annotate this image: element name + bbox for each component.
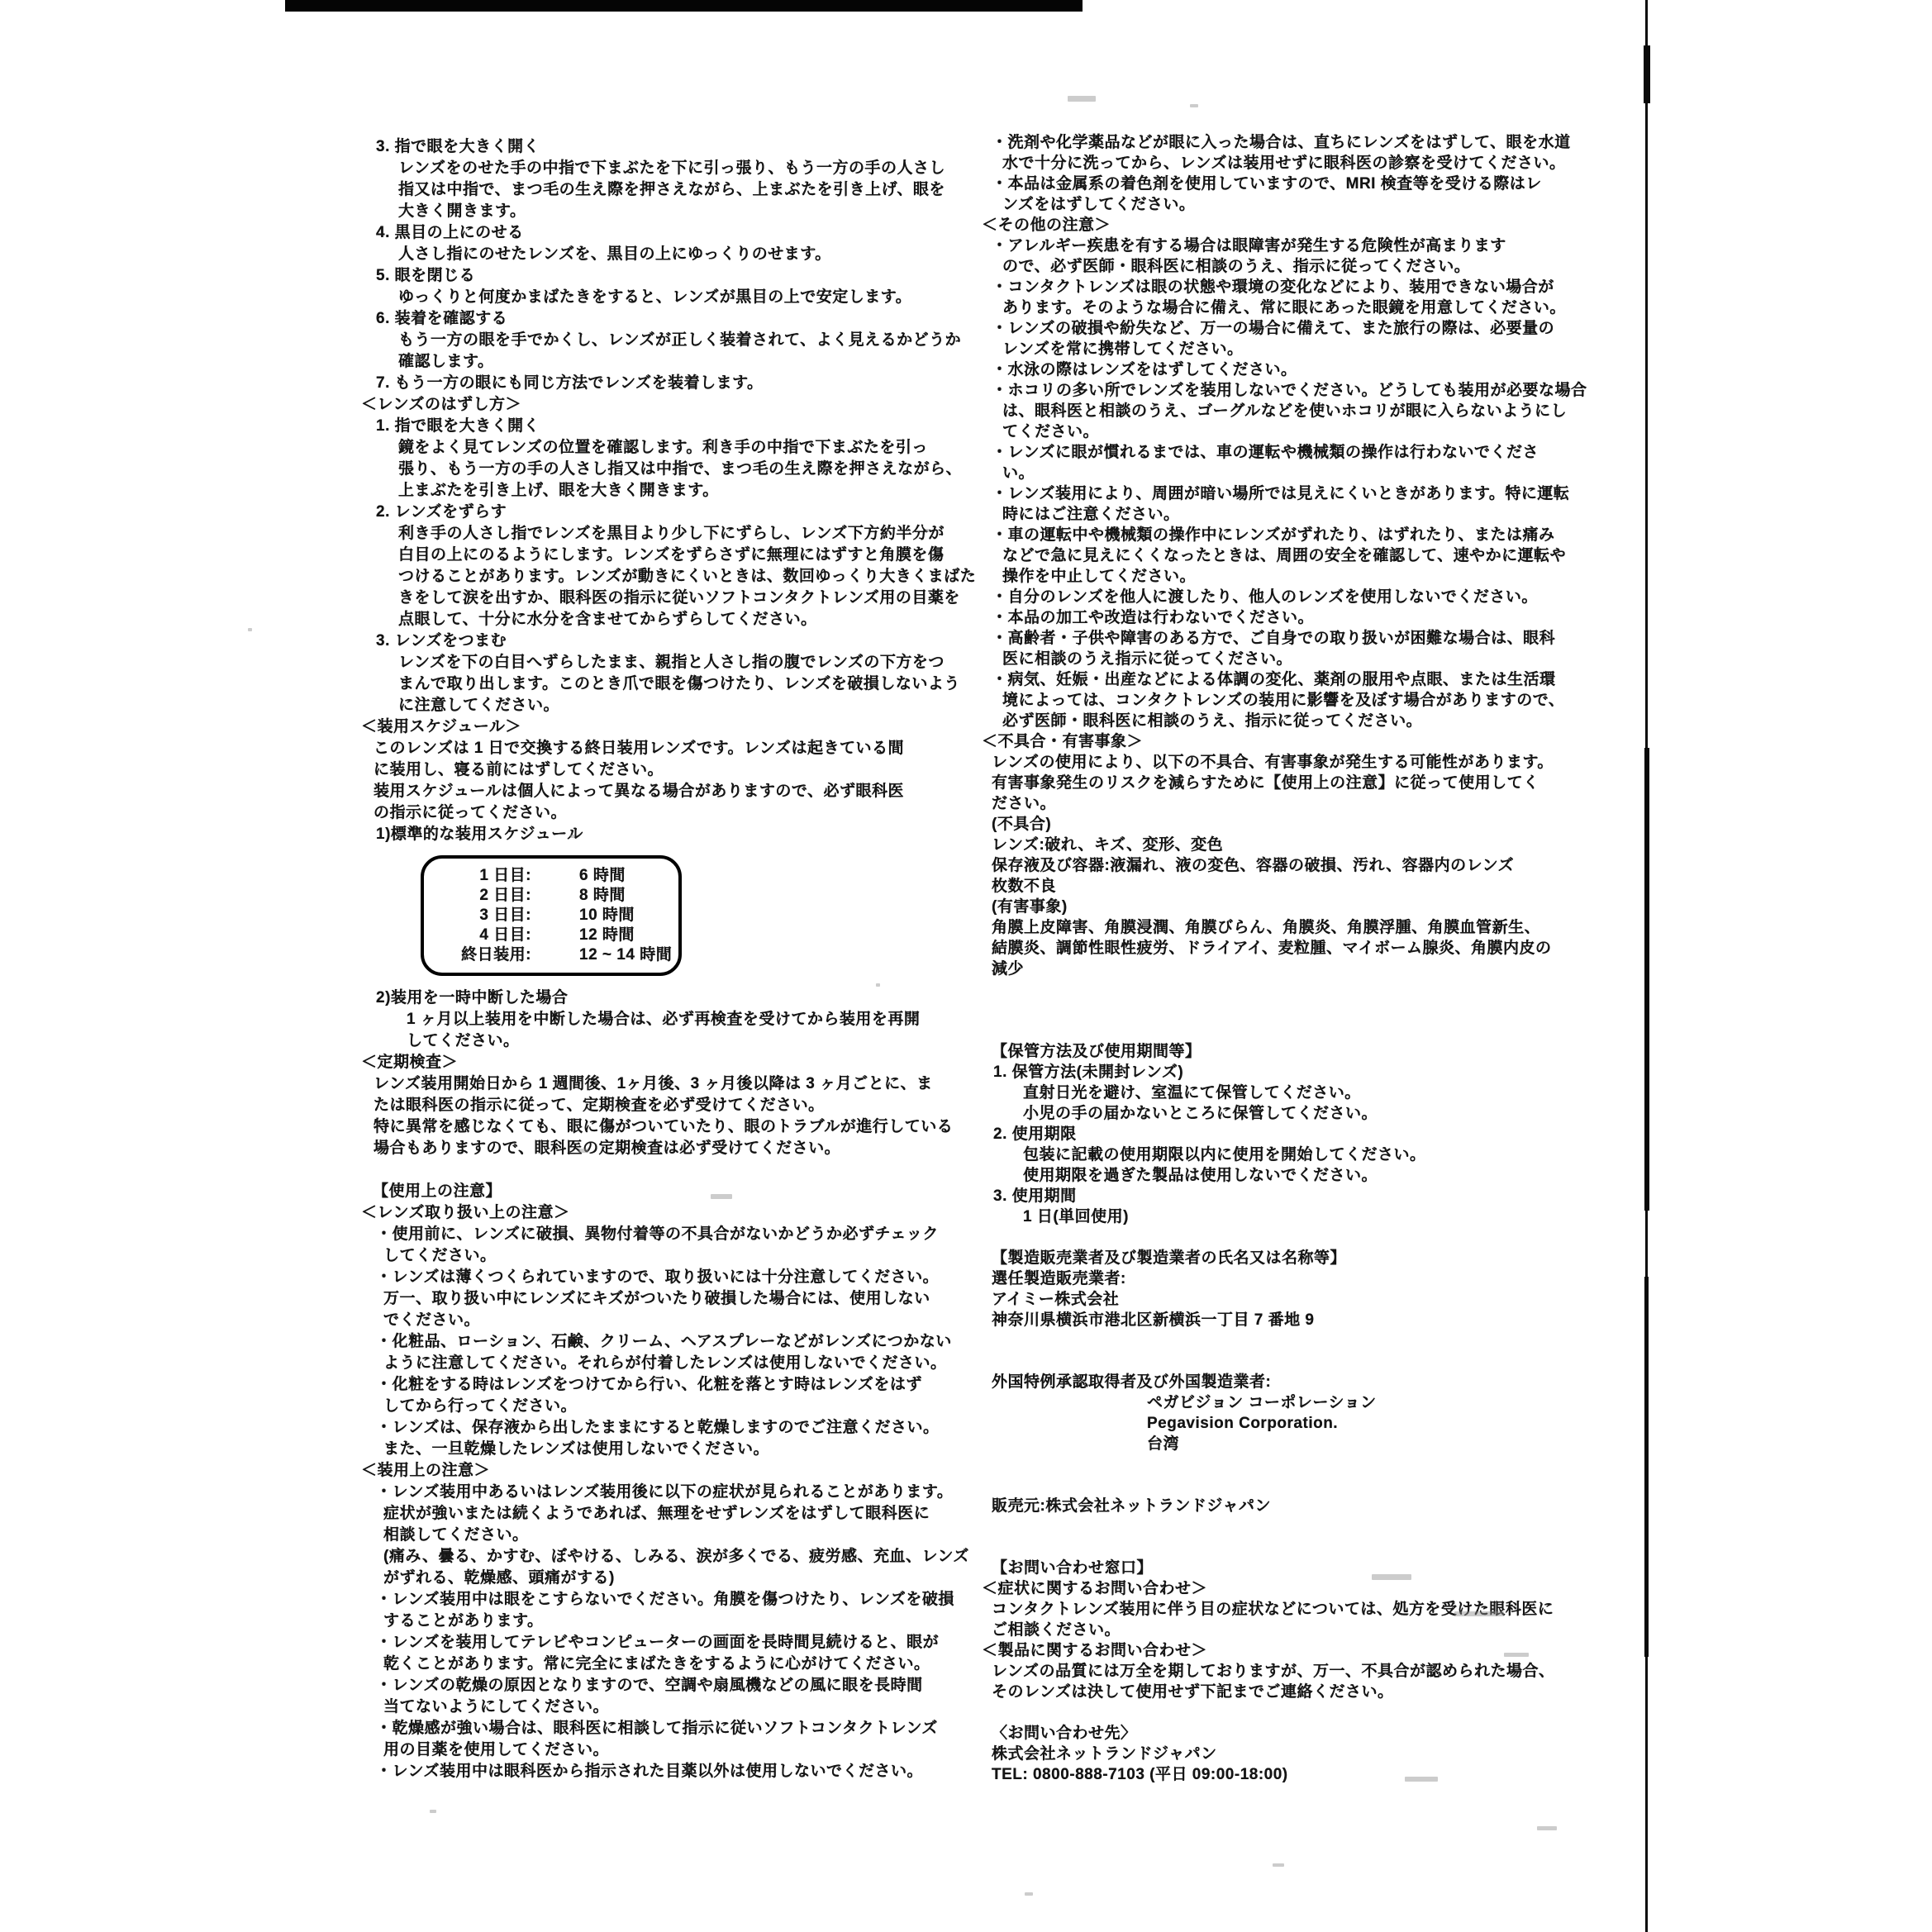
text-line: (痛み、曇る、かすむ、ぼやける、しみる、涙が多くでる、疲労感、充血、レンズ xyxy=(383,1548,969,1565)
schedule-hours-value: 12 ~ 14 時間 xyxy=(579,946,673,964)
text-line: ・高齢者・子供や障害のある方で、ご自身での取り扱いが困難な場合は、眼科 xyxy=(992,630,1556,647)
text-line: 1)標準的な装用スケジュール xyxy=(376,826,583,843)
text-line: ・ホコリの多い所でレンズを装用しないでください。どうしても装用が必要な場合 xyxy=(992,382,1587,399)
text-line: きをして涙を出すか、眼科医の指示に従いソフトコンタクトレンズ用の目薬を xyxy=(398,589,960,607)
text-line: 上まぶたを引き上げ、眼を大きく開きます。 xyxy=(398,482,719,499)
text-line: 小児の手の届かないところに保管してください。 xyxy=(1023,1105,1378,1122)
blank-line xyxy=(982,1454,1643,1475)
text-line: ので、必ず医師・眼科医に相談のうえ、指示に従ってください。 xyxy=(1002,258,1471,275)
scan-artifact-edge-blob xyxy=(1644,1277,1649,1657)
text-line: 境によっては、コンタクトレンズの装用に影響を及ぼす場合がありますので、 xyxy=(1002,692,1565,709)
text-line: 3. 使用期間 xyxy=(993,1187,1077,1205)
text-line: あります。そのような場合に備え、常に眼にあった眼鏡を用意してください。 xyxy=(1002,299,1566,316)
text-line: ・病気、妊娠・出産などによる体調の変化、薬剤の服用や点眼、または生活環 xyxy=(992,671,1556,688)
text-line: 外国特例承認取得者及び外国製造業者: xyxy=(992,1373,1272,1391)
blank-line xyxy=(982,1702,1643,1723)
text-line: 〈お問い合わせ先〉 xyxy=(992,1725,1137,1742)
blank-line xyxy=(982,1330,1643,1351)
text-line: 大きく開きます。 xyxy=(398,202,526,220)
text-line: 【保管方法及び使用期間等】 xyxy=(992,1043,1202,1060)
text-line: 場合もありますので、眼科医の定期検査は必ず受けてください。 xyxy=(374,1140,841,1157)
text-line: 3. レンズをつまむ xyxy=(376,632,507,650)
text-line: 結膜炎、調節性眼性疲労、ドライアイ、麦粒腫、マイボーム腺炎、角膜内皮の xyxy=(992,940,1552,957)
text-line: 4. 黒目の上にのせる xyxy=(376,224,524,241)
text-line: てください。 xyxy=(1002,423,1100,440)
blank-line xyxy=(982,1021,1643,1041)
text-line: に装用し、寝る前にはずしてください。 xyxy=(374,761,664,778)
text-line: このレンズは 1 日で交換する終日装用レンズです。レンズは起きている間 xyxy=(374,740,904,757)
text-line: 操作を中止してください。 xyxy=(1002,568,1197,585)
text-line: Pegavision Corporation. xyxy=(1147,1415,1339,1432)
blank-line xyxy=(361,1159,1006,1181)
text-line: ・レンズを装用してテレビやコンピューターの画面を長時間見続けると、眼が xyxy=(376,1634,940,1651)
text-line: ＜製品に関するお問い合わせ＞ xyxy=(982,1642,1208,1659)
text-line: 使用期限を過ぎた製品は使用しないでください。 xyxy=(1023,1167,1378,1184)
scan-speckle xyxy=(1273,388,1278,391)
text-line: ＜装用上の注意＞ xyxy=(361,1462,491,1479)
scan-speckle xyxy=(1504,1653,1529,1657)
text-line: 【お問い合わせ窓口】 xyxy=(992,1559,1154,1577)
text-line: ゆっくりと何度かまばたきをすると、レンズが黒目の上で安定します。 xyxy=(398,288,912,306)
blank-line xyxy=(982,979,1643,1000)
schedule-day-label: 4 日目: xyxy=(479,926,531,944)
text-line: ・コンタクトレンズは眼の状態や環境の変化などにより、装用できない場合が xyxy=(992,278,1554,296)
text-line: してください。 xyxy=(383,1247,497,1264)
text-line: 確認します。 xyxy=(398,353,494,370)
schedule-day-label: 終日装用: xyxy=(461,946,531,964)
text-line: 利き手の人さし指でレンズを黒目より少し下にずらし、レンズ下方約半分が xyxy=(398,525,945,542)
text-line: 必ず医師・眼科医に相談のうえ、指示に従ってください。 xyxy=(1002,712,1423,730)
scan-artifact-edge-blob xyxy=(1644,45,1650,103)
scan-speckle xyxy=(711,1194,732,1199)
text-line: 特に異常を感じなくても、眼に傷がついていたり、眼のトラブルが進行している xyxy=(374,1118,954,1135)
text-line: ・水泳の際はレンズをはずしてください。 xyxy=(992,361,1297,378)
text-line: ・化粧をする時はレンズをつけてから行い、化粧を落とす時はレンズをはず xyxy=(376,1376,922,1393)
text-line: に注意してください。 xyxy=(398,697,560,714)
text-line: 販売元:株式会社ネットランドジャパン xyxy=(992,1497,1271,1515)
text-line: レンズをのせた手の中指で下まぶたを下に引っ張り、もう一方の手の人さし xyxy=(398,159,945,177)
text-line: 1 日(単回使用) xyxy=(1023,1208,1130,1225)
left-column-lines-top xyxy=(361,136,1006,845)
blank-line xyxy=(982,1351,1643,1372)
text-line: 1. 指で眼を大きく開く xyxy=(376,417,540,435)
text-line: 角膜上皮障害、角膜浸潤、角膜びらん、角膜炎、角膜浮腫、角膜血管新生、 xyxy=(992,919,1541,936)
schedule-row xyxy=(424,866,678,886)
text-line: 3. 指で眼を大きく開く xyxy=(376,138,540,155)
text-line: ・レンズ装用中は眼科医から指示された目薬以外は使用しないでください。 xyxy=(376,1763,923,1780)
text-line: 当てないようにしてください。 xyxy=(383,1698,610,1715)
blank-line xyxy=(982,1537,1643,1558)
scan-artifact-top-bar-segment xyxy=(661,2,1083,9)
scan-speckle xyxy=(926,529,929,532)
schedule-row xyxy=(424,886,678,906)
schedule-row xyxy=(424,945,678,965)
schedule-hours-value: 12 時間 xyxy=(579,926,635,944)
text-line: 【製造販売業者及び製造業者の氏名又は名称等】 xyxy=(992,1249,1347,1267)
wear-schedule-box xyxy=(421,855,682,976)
text-line: 1 ヶ月以上装用を中断した場合は、必ず再検査を受けてから装用を再開 xyxy=(407,1011,921,1028)
text-line: ＜レンズのはずし方＞ xyxy=(361,396,521,413)
text-line: ように注意してください。それらが付着したレンズは使用しないでください。 xyxy=(383,1354,947,1372)
text-line: ・本品は金属系の着色剤を使用していますので、MRI 検査等を受ける際はレ xyxy=(992,175,1542,193)
scan-speckle xyxy=(810,248,814,251)
text-line: 2)装用を一時中断した場合 xyxy=(376,989,569,1006)
text-line: 5. 眼を閉じる xyxy=(376,267,476,284)
text-line: ペガビジョン コーポレーション xyxy=(1147,1394,1377,1411)
text-line: 包装に記載の使用期限以内に使用を開始してください。 xyxy=(1023,1146,1426,1163)
text-line: 装用スケジュールは個人によって異なる場合がありますので、必ず眼科医 xyxy=(374,783,904,800)
text-line: ・レンズの破損や紛失など、万一の場合に備えて、また旅行の際は、必要量の xyxy=(992,320,1555,337)
text-line: してください。 xyxy=(407,1032,520,1049)
scan-speckle xyxy=(570,835,575,838)
scan-speckle xyxy=(1537,1826,1557,1830)
text-line: 用の目薬を使用してください。 xyxy=(383,1741,610,1758)
text-line: ・レンズは、保存液から出したままにすると乾燥しますのでご注意ください。 xyxy=(376,1419,940,1436)
text-line: ＜レンズ取り扱い上の注意＞ xyxy=(361,1204,570,1221)
text-line: 時にはご注意ください。 xyxy=(1002,506,1180,523)
text-line: (有害事象) xyxy=(992,898,1068,916)
text-line: ・自分のレンズを他人に渡したり、他人のレンズを使用しないでください。 xyxy=(992,588,1538,606)
text-line: 乾くことがあります。常に完全にまばたきをするように心がけてください。 xyxy=(383,1655,930,1673)
text-line: 白目の上にのるようにします。レンズをずらさずに無理にはずすと角膜を傷 xyxy=(398,546,945,564)
scan-speckle xyxy=(1190,104,1198,107)
text-line: 張り、もう一方の手の人さし指又は中指で、まつ毛の生え際を押さえながら、 xyxy=(398,460,963,478)
text-line: 症状が強いまたは続くようであれば、無理をせずレンズをはずして眼科医に xyxy=(383,1505,930,1522)
text-line: などで急に見えにくくなったときは、周囲の安全を確認して、速やかに運転や xyxy=(1002,547,1567,564)
text-line: 鏡をよく見てレンズの位置を確認します。利き手の中指で下まぶたを引っ xyxy=(398,439,928,456)
text-line: そのレンズは決して使用せず下記までご連絡ください。 xyxy=(992,1683,1394,1701)
scan-speckle xyxy=(430,1810,436,1813)
scan-artifact-edge-blob xyxy=(1644,748,1649,1211)
text-line: コンタクトレンズ装用に伴う目の症状などについては、処方を受けた眼科医に xyxy=(992,1601,1554,1618)
text-line: 有害事象発生のリスクを減らすために【使用上の注意】に従って使用してく xyxy=(992,774,1539,792)
left-column-lines-bottom xyxy=(361,987,1006,1782)
text-line: アイミー株式会社 xyxy=(992,1291,1120,1308)
scan-speckle xyxy=(876,983,880,987)
text-line: ・アレルギー疾患を有する場合は眼障害が発生する危険性が高まります xyxy=(992,237,1506,255)
text-line: レンズの品質には万全を期しておりますが、万一、不具合が認められた場合、 xyxy=(992,1663,1555,1680)
text-line: レンズ:破れ、キズ、変形、変色 xyxy=(992,836,1224,854)
scan-speckle xyxy=(1454,1611,1504,1616)
text-line: 神奈川県横浜市港北区新横浜一丁目 7 番地 9 xyxy=(992,1311,1315,1329)
text-line: もう一方の眼を手でかくし、レンズが正しく装着されて、よく見えるかどうか xyxy=(398,331,962,349)
text-line: い。 xyxy=(1002,464,1035,482)
text-line: 株式会社ネットランドジャパン xyxy=(992,1745,1217,1763)
text-line: まんで取り出します。このとき爪で眼を傷つけたり、レンズを破損しないよう xyxy=(398,675,960,692)
text-line: 保存液及び容器:液漏れ、液の変色、容器の破損、汚れ、容器内のレンズ xyxy=(992,857,1515,874)
text-line: の指示に従ってください。 xyxy=(374,804,568,821)
schedule-hours-value: 6 時間 xyxy=(579,867,626,884)
scan-speckle xyxy=(1068,96,1096,102)
text-line: ・レンズ装用中あるいはレンズ装用後に以下の症状が見られることがあります。 xyxy=(376,1483,954,1501)
text-line: ・乾燥感が強い場合は、眼科医に相談して指示に従いソフトコンタクトレンズ xyxy=(376,1720,938,1737)
text-line: ださい。 xyxy=(992,795,1057,812)
text-line: (不具合) xyxy=(992,816,1052,833)
text-line: ・車の運転中や機械類の操作中にレンズがずれたり、はずれたり、または痛み xyxy=(992,526,1555,544)
text-line: 7. もう一方の眼にも同じ方法でレンズを装着します。 xyxy=(376,374,764,392)
text-line: 相談してください。 xyxy=(383,1526,529,1544)
text-line: つけることがあります。レンズが動きにくいときは、数回ゆっくり大きくまばた xyxy=(398,568,977,585)
text-line: でください。 xyxy=(383,1311,481,1329)
scan-speckle xyxy=(1372,1574,1411,1580)
text-line: レンズを常に携帯してください。 xyxy=(1002,340,1244,358)
schedule-hours-value: 10 時間 xyxy=(579,907,635,924)
text-line: 台湾 xyxy=(1147,1435,1180,1453)
text-line: ・使用前に、レンズに破損、異物付着等の不具合がないかどうか必ずチェック xyxy=(376,1225,939,1243)
text-line: ・レンズに眼が慣れるまでは、車の運転や機械類の操作は行わないでくださ xyxy=(992,444,1539,461)
text-line: 1. 保管方法(未開封レンズ) xyxy=(993,1064,1184,1081)
text-line: 水で十分に洗ってから、レンズは装用せずに眼科医の診察を受けてください。 xyxy=(1002,155,1566,172)
text-line: ・レンズの乾燥の原因となりますので、空調や扇風機などの風に眼を長時間 xyxy=(376,1677,923,1694)
scan-speckle xyxy=(1405,1777,1438,1782)
text-line: ・洗剤や化学薬品などが眼に入った場合は、直ちにレンズをはずして、眼を水道 xyxy=(992,134,1571,151)
text-line: 枚数不良 xyxy=(992,878,1057,895)
text-line: また、一旦乾燥したレンズは使用しないでください。 xyxy=(383,1440,769,1458)
text-line: レンズの使用により、以下の不具合、有害事象が発生する可能性があります。 xyxy=(992,754,1554,771)
text-line: は、眼科医と相談のうえ、ゴーグルなどを使いホコリが眼に入らないようにし xyxy=(1002,402,1568,420)
text-line: ・レンズは薄くつくられていますので、取り扱いには十分注意してください。 xyxy=(376,1268,940,1286)
left-column xyxy=(361,136,1006,1782)
scan-speckle xyxy=(578,1149,588,1153)
text-line: 2. 使用期限 xyxy=(993,1125,1077,1143)
text-line: ＜定期検査＞ xyxy=(361,1054,459,1071)
text-line: ご相談ください。 xyxy=(992,1621,1121,1639)
text-line: 6. 装着を確認する xyxy=(376,310,508,327)
text-line: 点眼して、十分に水分を含ませてからずらしてください。 xyxy=(398,611,817,628)
text-line: ・レンズ装用中は眼をこすらないでください。角膜を傷つけたり、レンズを破損 xyxy=(376,1591,954,1608)
text-line: ＜不具合・有害事象＞ xyxy=(982,733,1144,750)
text-line: 【使用上の注意】 xyxy=(373,1183,502,1200)
text-line: ＜その他の注意＞ xyxy=(982,217,1111,234)
text-line: してから行ってください。 xyxy=(383,1397,578,1415)
text-line: レンズを下の白目へずらしたまま、親指と人さし指の腹でレンズの下方をつ xyxy=(398,654,945,671)
right-column xyxy=(982,132,1643,1785)
text-line: がずれる、乾燥感、頭痛がする) xyxy=(383,1569,615,1587)
schedule-row xyxy=(424,906,678,926)
scan-speckle xyxy=(1273,1863,1284,1867)
schedule-row xyxy=(424,926,678,945)
text-line: ンズをはずしてください。 xyxy=(1002,196,1196,213)
text-line: することがあります。 xyxy=(383,1612,544,1630)
blank-line xyxy=(982,1475,1643,1496)
text-line: 直射日光を避け、室温にて保管してください。 xyxy=(1023,1084,1361,1102)
text-line: 万一、取り扱い中にレンズにキズがついたり破損した場合には、使用しない xyxy=(383,1290,930,1307)
schedule-day-label: 1 日目: xyxy=(479,867,531,884)
scan-speckle xyxy=(1025,1892,1033,1896)
text-line: TEL: 0800-888-7103 (平日 09:00-18:00) xyxy=(992,1766,1288,1783)
blank-line xyxy=(982,1000,1643,1021)
text-line: レンズ装用開始日から 1 週間後、1ヶ月後、3 ヶ月後以降は 3 ヶ月ごとに、ま xyxy=(374,1075,933,1092)
scan-speckle xyxy=(248,628,252,631)
text-line: ＜装用スケジュール＞ xyxy=(361,718,521,735)
text-line: たは眼科医の指示に従って、定期検査を必ず受けてください。 xyxy=(374,1097,825,1114)
text-line: ・化粧品、ローション、石鹸、クリーム、ヘアスプレーなどがレンズにつかない xyxy=(376,1333,952,1350)
text-line: 人さし指にのせたレンズを、黒目の上にゆっくりのせます。 xyxy=(398,245,831,263)
text-line: 選任製造販売業者: xyxy=(992,1270,1126,1287)
text-line: ＜症状に関するお問い合わせ＞ xyxy=(982,1580,1208,1597)
schedule-day-label: 2 日目: xyxy=(479,887,531,904)
blank-line xyxy=(982,1227,1643,1248)
text-line: ・レンズ装用により、周囲が暗い場所では見えにくいときがあります。特に運転 xyxy=(992,485,1570,502)
text-line: 減少 xyxy=(992,960,1025,978)
schedule-day-label: 3 日目: xyxy=(479,907,531,924)
text-line: 指又は中指で、まつ毛の生え際を押さえながら、上まぶたを引き上げ、眼を xyxy=(398,181,945,198)
blank-line xyxy=(982,1516,1643,1537)
text-line: 医に相談のうえ指示に従ってください。 xyxy=(1002,650,1293,668)
schedule-hours-value: 8 時間 xyxy=(579,887,626,904)
text-line: ・本品の加工や改造は行わないでください。 xyxy=(992,609,1315,626)
text-line: 2. レンズをずらす xyxy=(376,503,507,521)
